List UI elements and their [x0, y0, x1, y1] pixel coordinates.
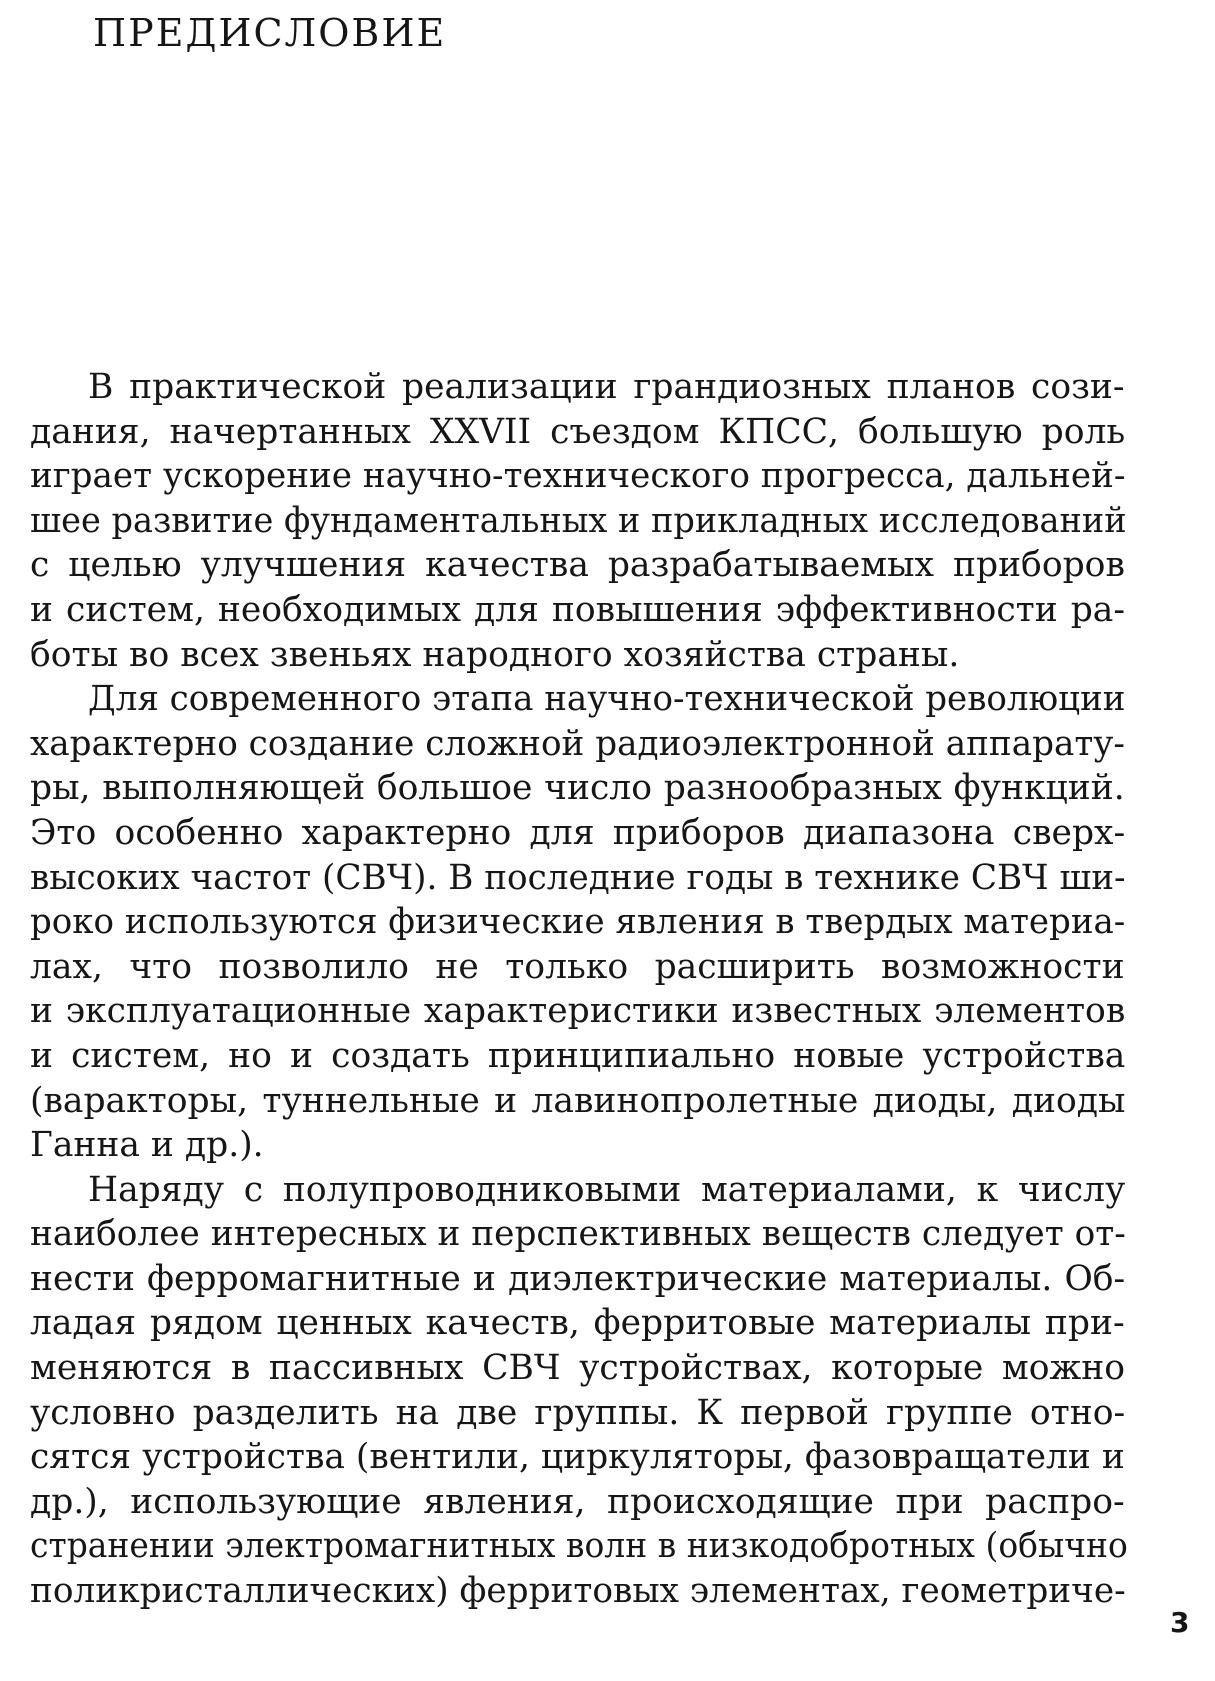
paragraph-3 [30, 1168, 1183, 1614]
text-line: Для современного этапа научно-технической революции [88, 679, 1126, 720]
text-line: сятся устройства (вентили, циркуляторы, фазовращатели и [30, 1437, 1125, 1478]
text-line: др.), использующие явления, происходящие при распро- [30, 1481, 1125, 1522]
paragraph-1 [30, 365, 1183, 677]
text-line: Это особенно характерно для приборов диапазона сверх- [30, 812, 1126, 853]
text-line: и систем, необходимых для повышения эффективности ра- [30, 589, 1126, 630]
text-line: с целью улучшения качества разрабатываемых приборов [30, 545, 1125, 586]
text-line: и эксплуатационные характеристики известных элементов [30, 991, 1126, 1032]
text-line: дания, начертанных XXVII съездом КПСС, большую роль [30, 411, 1126, 452]
text-line: боты во всех звеньях народного хозяйства страны. [30, 634, 960, 675]
text-line: шее развитие фундаментальных и прикладных исследований [30, 500, 1127, 541]
text-line: ладая рядом ценных качеств, ферритовые материалы при- [30, 1303, 1125, 1344]
text-line: лах, что позволило не только расширить возможности [30, 946, 1125, 987]
text-line: (варакторы, туннельные и лавинопролетные диоды, диоды [30, 1080, 1126, 1121]
text-line: играет ускорение научно-технического прогресса, дальней- [30, 456, 1126, 497]
text-line: Ганна и др.). [30, 1125, 264, 1166]
text-line: характерно создание сложной радиоэлектронной аппарату- [30, 723, 1126, 764]
page-heading: ПРЕДИСЛОВИЕ [93, 11, 447, 55]
text-line: высоких частот (СВЧ). В последние годы в технике СВЧ ши- [30, 857, 1126, 898]
text-line: ры, выполняющей большое число разнообразных функций. [30, 768, 1125, 809]
text-line: В практической реализации грандиозных планов сози- [88, 367, 1125, 407]
body-text [30, 365, 1183, 1614]
text-line: нести ферромагнитные и диэлектрические материалы. Об- [30, 1258, 1126, 1299]
text-line: и систем, но и создать принципиально новые устройства [30, 1035, 1126, 1076]
text-line: наиболее интересных и перспективных веществ следует от- [30, 1214, 1126, 1255]
text-line: условно разделить на две группы. К первой группе отно- [30, 1392, 1126, 1433]
text-line: поликристаллических) ферритовых элементах, геометриче- [30, 1571, 1126, 1612]
paragraph-2 [30, 677, 1183, 1168]
page-number: 3 [1170, 1606, 1190, 1639]
text-line: меняются в пассивных СВЧ устройствах, которые можно [30, 1348, 1126, 1389]
text-line: странении электромагнитных волн в низкодобротных (обычно [30, 1526, 1128, 1567]
text-line: Наряду с полупроводниковыми материалами, к числу [88, 1169, 1126, 1210]
text-line: роко используются физические явления в твердых материа- [30, 902, 1126, 943]
